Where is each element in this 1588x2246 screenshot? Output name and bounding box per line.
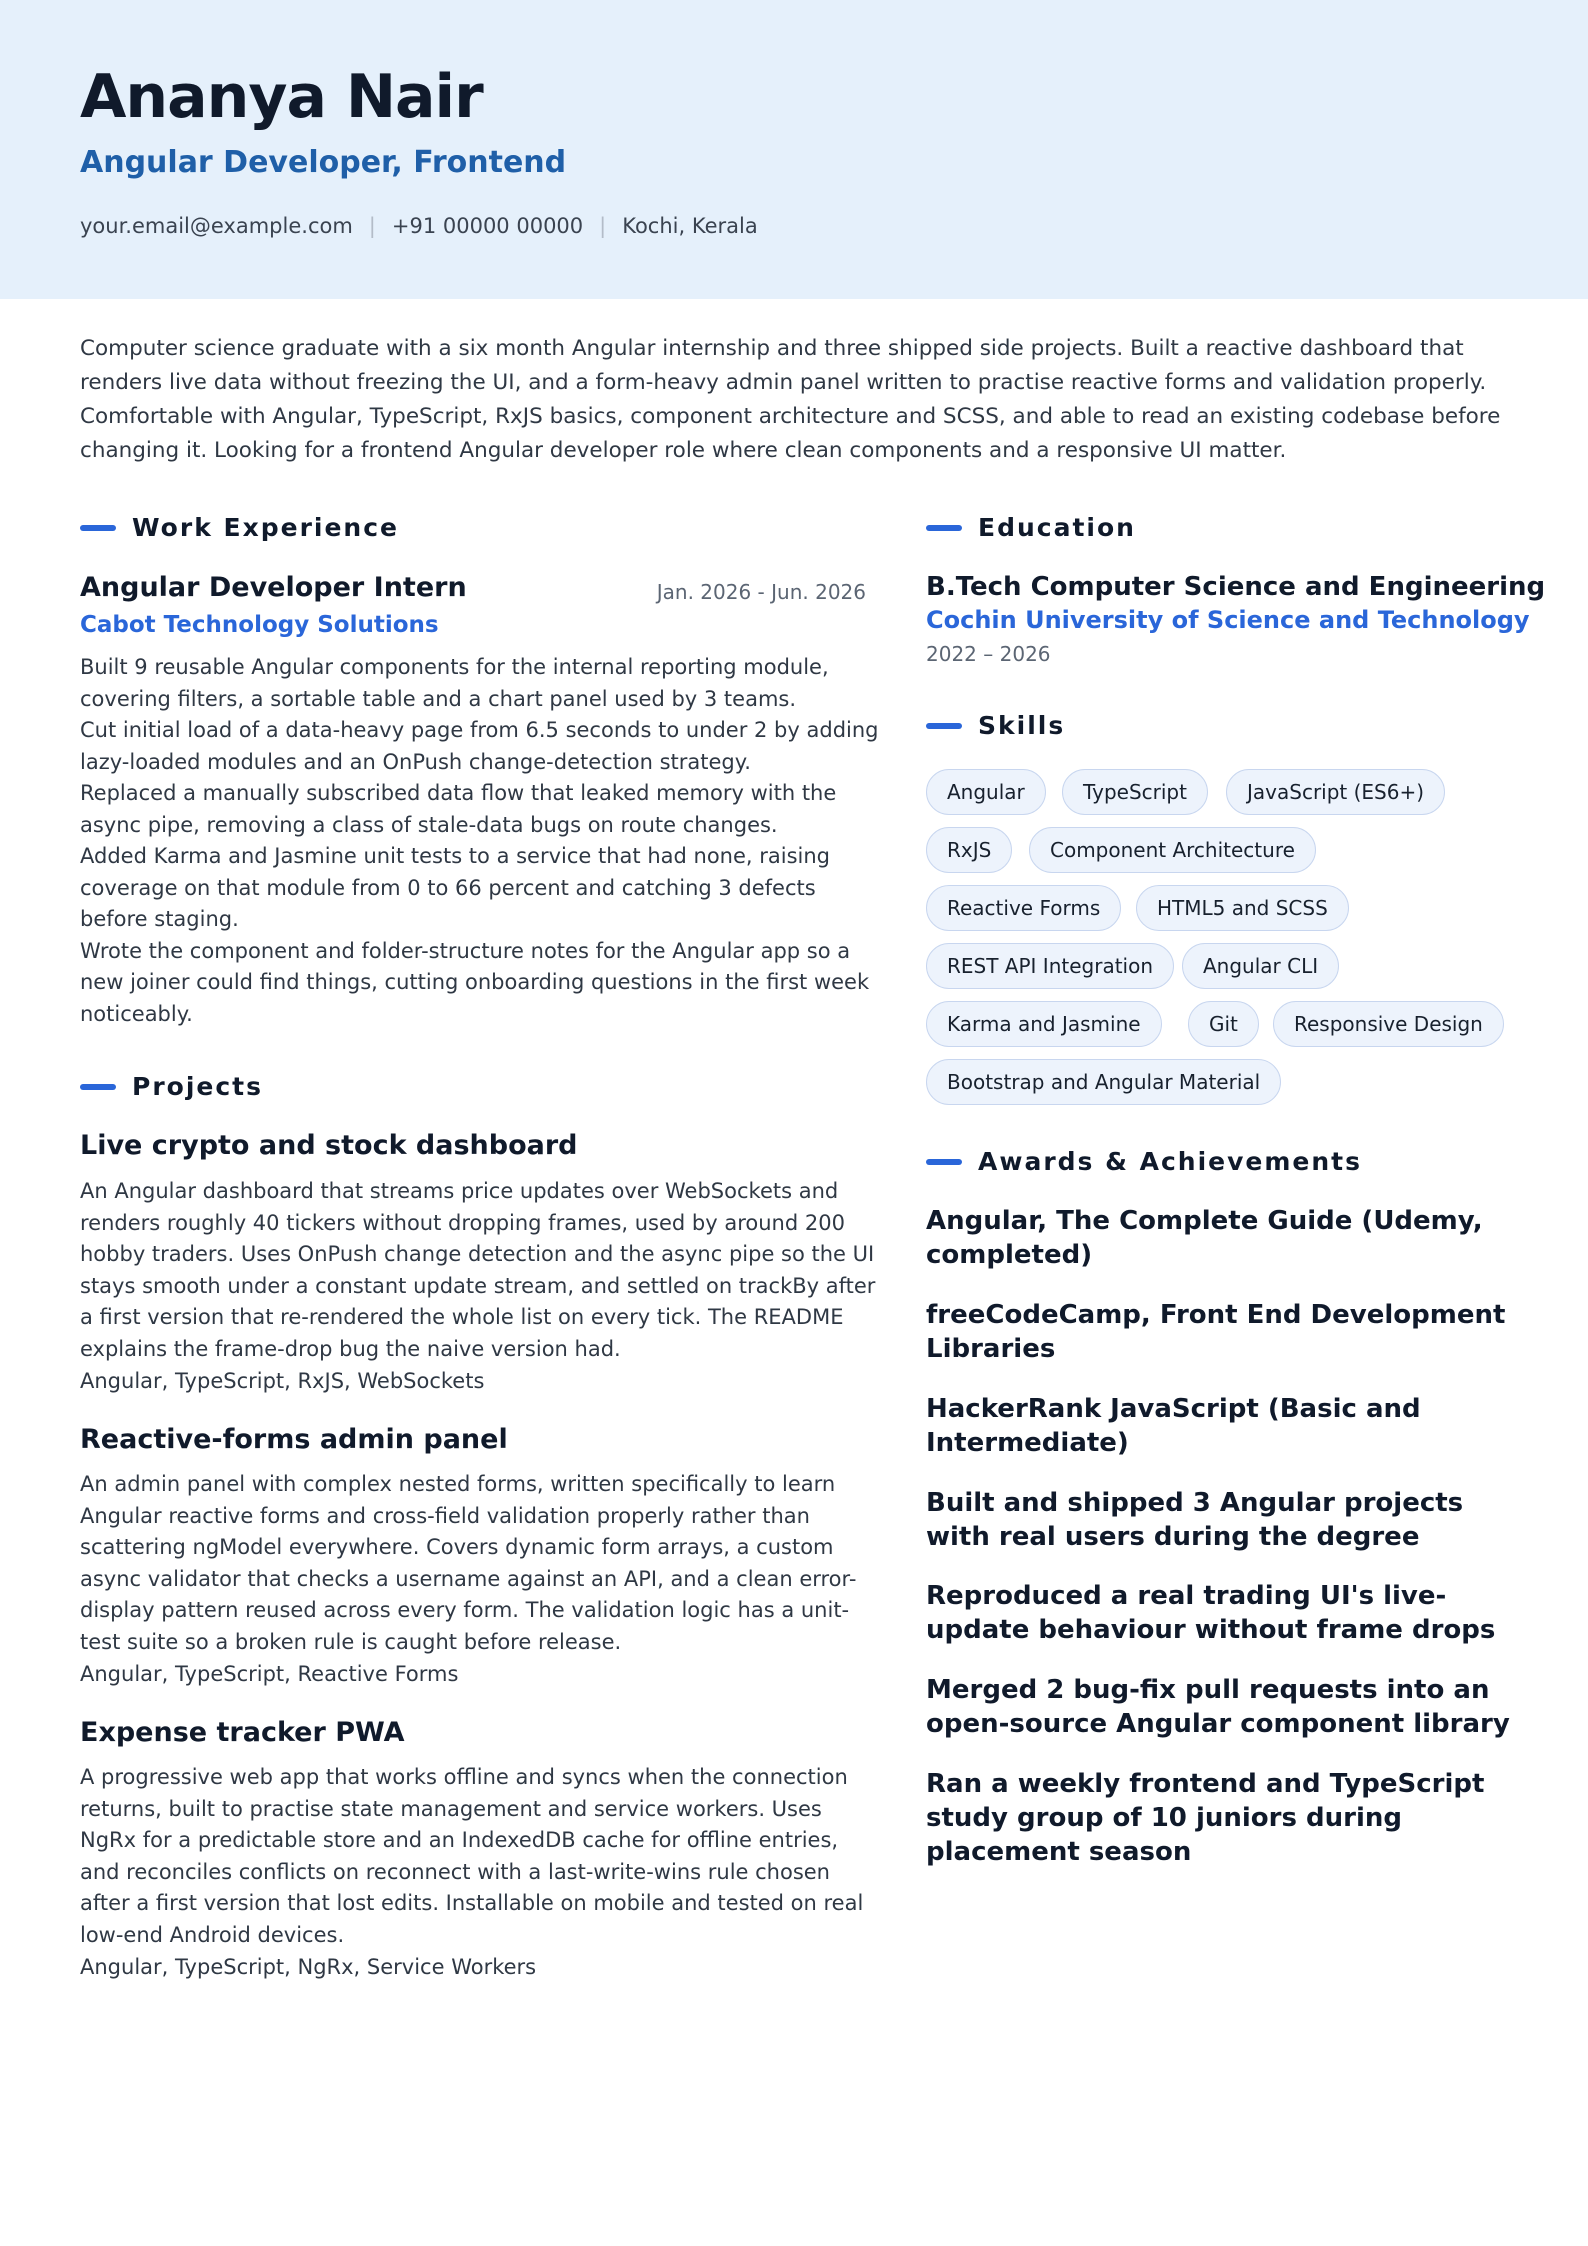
resume-header xyxy=(0,0,1588,299)
project-tech: Angular, TypeScript, Reactive Forms xyxy=(80,1662,459,1686)
award-item: Ran a weekly frontend and TypeScript study group of 10 juniors during placement season xyxy=(926,1769,1485,1867)
project-tech: Angular, TypeScript, RxJS, WebSockets xyxy=(80,1369,485,1393)
job-bullets xyxy=(80,652,880,1030)
contact-line xyxy=(80,214,758,238)
award-item: Angular, The Complete Guide (Udemy, completed) xyxy=(926,1206,1483,1270)
contact-email[interactable]: your.email@example.com xyxy=(80,214,353,238)
award-item: freeCodeCamp, Front End Development Libraries xyxy=(926,1300,1506,1364)
education-years: 2022 – 2026 xyxy=(926,642,1051,666)
section-accent-bar xyxy=(926,1159,962,1165)
section-title-awards xyxy=(926,1147,1362,1176)
award-item: Merged 2 bug-fix pull requests into an open-source Angular component library xyxy=(926,1675,1510,1739)
section-accent-bar xyxy=(926,723,962,729)
job-bullet: Added Karma and Jasmine unit tests to a service that had none, raising coverage on that module from 0 to 66 percent and catching 3 defects before staging. xyxy=(80,844,831,931)
award-item: HackerRank JavaScript (Basic and Intermediate) xyxy=(926,1394,1421,1458)
skill-chip: JavaScript (ES6+) xyxy=(1226,769,1445,815)
education-degree: B.Tech Computer Science and Engineering xyxy=(926,572,1546,602)
skill-chip: HTML5 and SCSS xyxy=(1136,885,1349,931)
section-heading: Awards & Achievements xyxy=(978,1147,1363,1176)
contact-divider: | xyxy=(368,214,376,238)
skill-chip: Responsive Design xyxy=(1273,1001,1504,1047)
professional-summary: Computer science graduate with a six month Angular internship and three shipped side projects. Built a reactive dashboard that renders live data without freezing the UI, and a form-heavy admin panel written to practise reactive forms and validation properly. Comfortable with Angular, TypeScript, RxJS basics, component architecture and SCSS, and able to read an existing codebase before changing it. Looking for a frontend Angular developer role where clean components and a responsive UI matter. xyxy=(80,336,1501,463)
section-title-experience xyxy=(80,513,399,542)
section-heading: Work Experience xyxy=(132,513,399,542)
project-title: Expense tracker PWA xyxy=(80,1717,405,1748)
job-bullet: Wrote the component and folder-structure notes for the Angular app so a new joiner could find things, cutting onboarding questions in the first week noticeably. xyxy=(80,938,870,1026)
section-accent-bar xyxy=(926,525,962,531)
award-item: Reproduced a real trading UI's live-update behaviour without frame drops xyxy=(926,1581,1496,1645)
skill-chip: Git xyxy=(1188,1001,1259,1047)
section-title-education xyxy=(926,513,1136,542)
education-school: Cochin University of Science and Technology xyxy=(926,606,1530,634)
skill-chip: Reactive Forms xyxy=(926,885,1121,931)
candidate-role: Angular Developer, Frontend xyxy=(80,145,567,180)
candidate-name: Ananya Nair xyxy=(80,62,483,132)
project-description: An Angular dashboard that streams price updates over WebSockets and renders roughly 40 tickers without dropping frames, used by around 200 hobby traders. Uses OnPush change detection and the async pipe so the UI stays smooth under a constant update stream, and settled on trackBy after a first version that re-rendered the whole list on every tick. The README explains the frame-drop bug the naive version had. xyxy=(80,1179,876,1361)
project-title: Reactive-forms admin panel xyxy=(80,1424,508,1455)
skill-chip: Component Architecture xyxy=(1029,827,1316,873)
company-name: Cabot Technology Solutions xyxy=(80,612,439,638)
skill-chip: Angular xyxy=(926,769,1046,815)
job-bullet: Replaced a manually subscribed data flow that leaked memory with the async pipe, removing a class of stale-data bugs on route changes. xyxy=(80,781,837,837)
skill-chip: Karma and Jasmine xyxy=(926,1001,1162,1047)
job-title: Angular Developer Intern xyxy=(80,572,467,603)
section-title-projects xyxy=(80,1072,263,1101)
skill-chip: TypeScript xyxy=(1062,769,1208,815)
skill-chip: RxJS xyxy=(926,827,1012,873)
project-title: Live crypto and stock dashboard xyxy=(80,1130,578,1161)
skill-chip: Angular CLI xyxy=(1182,943,1339,989)
skill-chip: REST API Integration xyxy=(926,943,1174,989)
section-heading: Skills xyxy=(978,711,1066,740)
contact-location: Kochi, Kerala xyxy=(622,214,758,238)
section-accent-bar xyxy=(80,1084,116,1090)
section-heading: Education xyxy=(978,513,1136,542)
contact-phone[interactable]: +91 00000 00000 xyxy=(391,214,584,238)
job-dates: Jan. 2026 - Jun. 2026 xyxy=(656,580,866,604)
skill-chip: Bootstrap and Angular Material xyxy=(926,1059,1281,1105)
project-tech: Angular, TypeScript, NgRx, Service Workers xyxy=(80,1955,537,1979)
job-bullet: Built 9 reusable Angular components for the internal reporting module, covering filters, a sortable table and a chart panel used by 3 teams. xyxy=(80,655,829,711)
project-description: An admin panel with complex nested forms, written specifically to learn Angular reactive forms and cross-field validation properly rather than scattering ngModel everywhere. Covers dynamic form arrays, a custom async validator that checks a username against an API, and a clean error-display pattern reused across every form. The validation logic has a unit-test suite so a broken rule is caught before release. xyxy=(80,1472,857,1654)
section-title-skills xyxy=(926,711,1065,740)
section-heading: Projects xyxy=(132,1072,264,1101)
project-description: A progressive web app that works offline and syncs when the connection returns, built to practise state management and service workers. Uses NgRx for a predictable store and an IndexedDB cache for offline entries, and reconciles conflicts on reconnect with a last-write-wins rule chosen after a first version that lost edits. Installable on mobile and tested on real low-end Android devices. xyxy=(80,1765,864,1947)
award-item: Built and shipped 3 Angular projects with real users during the degree xyxy=(926,1488,1464,1552)
section-accent-bar xyxy=(80,525,116,531)
contact-divider: | xyxy=(599,214,607,238)
job-bullet: Cut initial load of a data-heavy page from 6.5 seconds to under 2 by adding lazy-loaded modules and an OnPush change-detection strategy. xyxy=(80,718,879,774)
